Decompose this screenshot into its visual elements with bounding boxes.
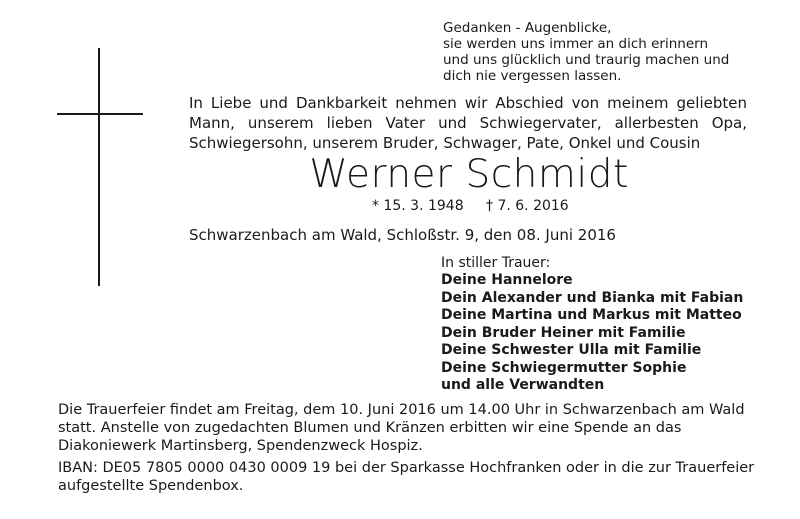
funeral-ceremony-info (58, 401, 768, 455)
intro-line: Mann, unserem lieben Vater und Schwiegervater, allerbesten Opa, (189, 114, 747, 132)
poem-line: und uns glücklich und traurig machen und (443, 52, 730, 68)
ceremony-line: Die Trauerfeier findet am Freitag, dem 10. Juni 2016 um 14.00 Uhr in Schwarzenbach am Wald (58, 402, 745, 418)
poem-line: dich nie vergessen lassen. (443, 68, 622, 84)
list-item: Deine Schwiegermutter Sophie (441, 359, 687, 376)
farewell-intro (189, 93, 747, 153)
bank-line: IBAN: DE05 7805 0000 0430 0009 19 bei der Sparkasse Hochfranken oder in die zur Trauerfeier (58, 460, 755, 476)
list-item: Dein Alexander und Bianka mit Fabian (441, 289, 744, 306)
deceased-name: Werner Schmidt (309, 152, 629, 197)
list-item: Dein Bruder Heiner mit Familie (441, 324, 686, 341)
donation-bank-info (58, 459, 768, 495)
place-and-date: Schwarzenbach am Wald, Schloßstr. 9, den 08. Juni 2016 (189, 226, 616, 244)
death-date: † 7. 6. 2016 (486, 198, 569, 214)
bank-line: aufgestellte Spendenbox. (58, 478, 244, 494)
ceremony-line: Diakoniewerk Martinsberg, Spendenzweck Hospiz. (58, 438, 423, 454)
list-item: und alle Verwandten (441, 377, 605, 393)
poem (443, 20, 783, 84)
list-item: Deine Hannelore (441, 272, 573, 288)
mourners-list (441, 254, 786, 395)
list-item: Deine Schwester Ulla mit Familie (441, 342, 702, 358)
poem-line: sie werden uns immer an dich erinnern (443, 36, 709, 52)
birth-date: * 15. 3. 1948 (372, 198, 464, 214)
intro-line: Schwiegersohn, unserem Bruder, Schwager, Pate, Onkel und Cousin (189, 134, 701, 152)
ceremony-line: statt. Anstelle von zugedachten Blumen und Kränzen erbitten wir eine Spende an das (58, 420, 682, 436)
mourners-caption: In stiller Trauer: (441, 255, 551, 271)
poem-line: Gedanken - Augenblicke, (443, 20, 612, 36)
family-members (441, 272, 786, 395)
cross-icon-horizontal-bar (57, 113, 143, 115)
list-item: Deine Martina und Markus mit Matteo (441, 307, 742, 323)
intro-line: In Liebe und Dankbarkeit nehmen wir Abschied von meinem geliebten (189, 94, 747, 112)
